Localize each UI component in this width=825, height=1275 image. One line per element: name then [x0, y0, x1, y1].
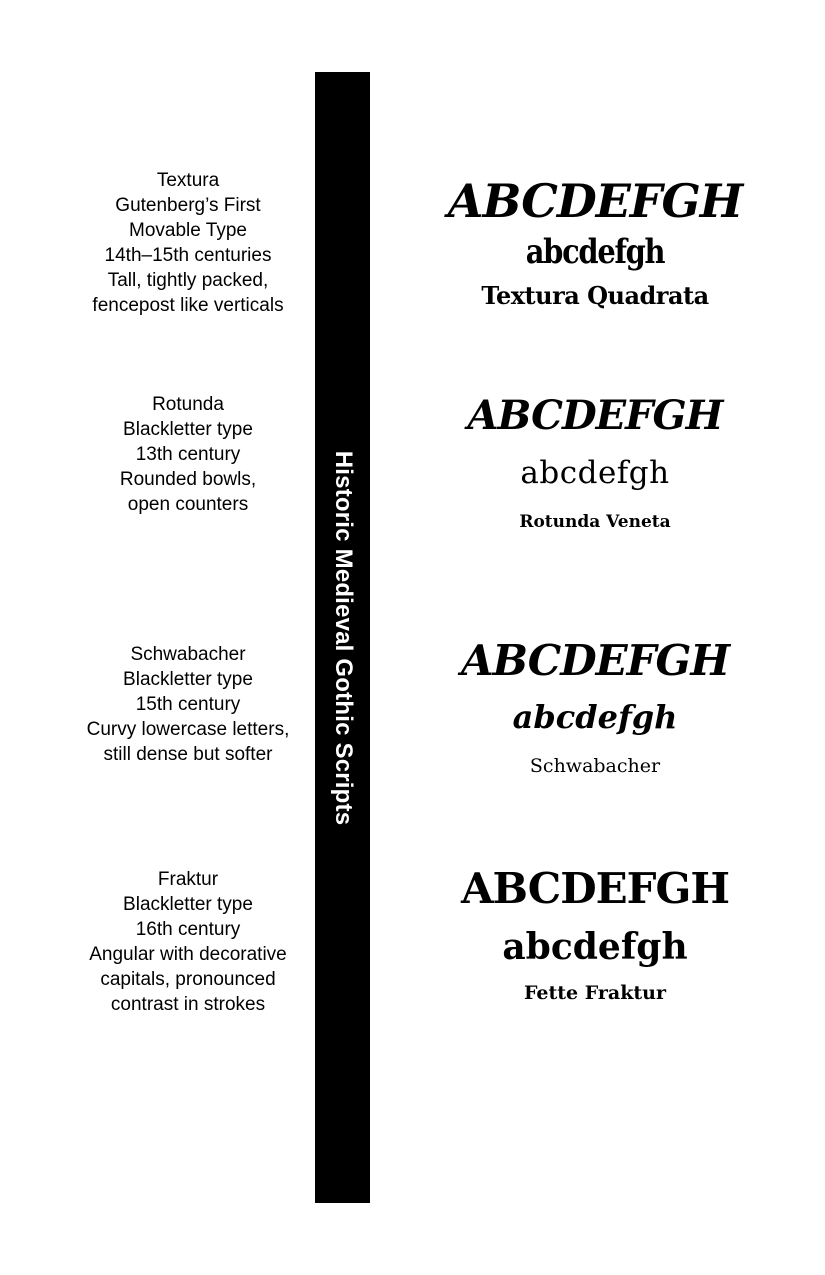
script-desc-line: 15th century: [135, 694, 241, 715]
textura-description: [70, 168, 306, 318]
sample-capitals: ABCDEFGH: [460, 636, 730, 685]
sample-typeface-name: Rotunda Veneta: [519, 512, 671, 532]
sample-lowercase: abcdefgh: [512, 698, 678, 736]
script-desc-line: Curvy lowercase letters,: [86, 719, 290, 740]
script-desc-line: Tall, tightly packed,: [107, 270, 269, 291]
center-title-bar: [315, 72, 370, 1203]
sample-typeface-name: Fette Fraktur: [523, 982, 667, 1004]
script-desc-line: still dense but softer: [103, 744, 273, 765]
script-desc-line: 16th century: [135, 919, 241, 940]
sample-capitals: ABCDEFGH: [460, 864, 730, 913]
fraktur-description: [70, 867, 306, 1017]
sample-lowercase: abcdefgh: [502, 926, 688, 968]
script-name: Rotunda: [152, 394, 224, 415]
script-desc-line: Rounded bowls,: [119, 469, 257, 490]
script-desc-line: 14th–15th centuries: [104, 245, 272, 266]
sample-typeface-name: Textura Quadrata: [481, 281, 709, 310]
sample-lowercase: abcdefgh: [520, 455, 670, 491]
page-title: Historic Medieval Gothic Scripts: [329, 450, 357, 825]
script-desc-line: Blackletter type: [123, 894, 253, 915]
schwabacher-sample: [425, 630, 765, 790]
sample-lowercase: abcdefgh: [525, 232, 665, 272]
script-desc-line: fencepost like verticals: [92, 295, 284, 316]
sample-capitals: ABCDEFGH: [447, 174, 743, 228]
script-desc-line: Angular with decorative: [89, 944, 287, 965]
script-name: Fraktur: [157, 869, 219, 890]
fraktur-sample: [425, 858, 765, 1012]
sample-typeface-name: Schwabacher: [529, 755, 661, 777]
script-desc-line: Gutenberg’s First: [115, 195, 261, 216]
textura-sample: [425, 170, 765, 320]
script-desc-line: capitals, pronounced: [100, 969, 276, 990]
rotunda-description: [70, 392, 306, 517]
script-desc-line: Blackletter type: [123, 669, 253, 690]
script-desc-line: contrast in strokes: [110, 994, 266, 1015]
script-desc-line: 13th century: [135, 444, 241, 465]
script-name: Textura: [156, 170, 220, 191]
sample-capitals: ABCDEFGH: [467, 392, 723, 439]
script-name: Schwabacher: [130, 644, 246, 665]
schwabacher-description: [70, 642, 306, 767]
script-desc-line: Movable Type: [129, 220, 247, 241]
rotunda-sample: [425, 388, 765, 542]
script-desc-line: open counters: [127, 494, 249, 515]
script-desc-line: Blackletter type: [123, 419, 253, 440]
